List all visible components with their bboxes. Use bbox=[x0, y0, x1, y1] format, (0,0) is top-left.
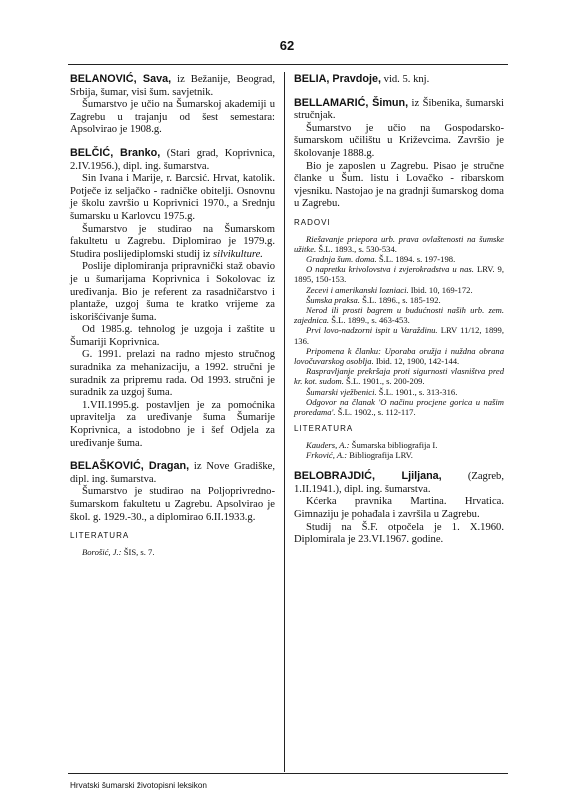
work-title: Pripomena k članku: Uporaba oružja i nuždna obrana lovočuvarskog osoblja. bbox=[294, 345, 504, 366]
work-item bbox=[294, 234, 504, 254]
entry-head bbox=[70, 147, 275, 173]
literature-item bbox=[294, 440, 504, 450]
entry-head bbox=[294, 97, 504, 123]
literature-label: LITERATURA bbox=[70, 531, 130, 541]
entry-belaskovic bbox=[70, 460, 275, 557]
work-title: O napretku krivolovstva i zvjerokradstva u nas. bbox=[306, 264, 474, 275]
literature-text: Bibliografija LRV. bbox=[347, 449, 413, 460]
entry-head-text: iz Šibenika, šumarski stručnjak. bbox=[294, 97, 504, 122]
work-item bbox=[294, 346, 504, 366]
right-column bbox=[294, 73, 504, 557]
entry-paragraph: Šumarstvo je studirao na Poljoprivredno-šumarskom fakultetu u Zagrebu. Apsolvirao je škol. g. 1929.-30., a diplomirao 6.II.1933.g. bbox=[70, 486, 275, 523]
literature-author: Kauders, A.: bbox=[306, 439, 350, 450]
entry-head bbox=[70, 460, 275, 486]
work-source: Ibid. 10, 169-172. bbox=[408, 284, 473, 295]
work-title: Nerod ili prosti bagrem u budućnosti naših urb. zem. zajednica. bbox=[294, 304, 504, 326]
entry-paragraph-text: Šumarstvo je studirao na Šumarskom fakultetu u Zagrebu. Diplomirao je 1979.g. Studira poslijediplomski studij iz bbox=[70, 223, 275, 260]
study-subject: silvikulture. bbox=[213, 248, 263, 260]
header-rule bbox=[68, 64, 508, 65]
literature-item bbox=[70, 547, 275, 557]
work-source: LRV. 9, 1895, 150-153. bbox=[294, 264, 505, 285]
work-source: Š.L. 1893., s. 530-534. bbox=[316, 243, 397, 254]
work-source: Š.L. 1902., s. 112-117. bbox=[335, 406, 416, 417]
literature-author: Borošić, J.: bbox=[82, 546, 122, 557]
entry-name: BELAŠKOVIĆ, Dragan, bbox=[70, 460, 190, 473]
work-source: Š.L. 1901., s. 313-316. bbox=[376, 386, 458, 397]
work-title: Prvi lovo-nadzorni ispit u Varaždinu. bbox=[306, 325, 438, 336]
entry-paragraph: Sin Ivana i Marije, r. Barcsić. Hrvat, katolik. Potječe iz seljačko - radničke obitelji. Osnovnu je školu završio u Koprivnici 1970., a Srednju šumarsku u Karlovcu 1975.g. bbox=[70, 173, 275, 222]
literature-label: LITERATURA bbox=[294, 424, 354, 434]
entry-head-text: vid. 5. knj. bbox=[381, 74, 430, 85]
work-source: Š.L. 1896., s. 185-192. bbox=[359, 294, 441, 305]
works-list bbox=[294, 234, 504, 418]
entry-paragraph: Od 1985.g. tehnolog je uzgoja i zaštite u Šumariji Koprivnica. bbox=[70, 324, 275, 348]
work-item bbox=[294, 295, 504, 305]
entry-belobrajdic bbox=[294, 470, 504, 547]
work-item bbox=[294, 387, 504, 397]
entry-paragraph: Šumarstvo je učio na Gospodarsko-šumarskom učilištu u Križevcima. Završio je školovanje 1888.g. bbox=[294, 122, 504, 159]
entry-head-text: (Zagreb, 1.II.1941.), dipl. ing. šumarstva. bbox=[294, 471, 505, 495]
literature-text: ŠIS, s. 7. bbox=[121, 546, 155, 557]
entry-name: BELOBRAJDIĆ, Ljiljana, bbox=[294, 470, 442, 483]
work-title: Šumarski vježbenici. bbox=[306, 386, 377, 397]
entry-head bbox=[294, 470, 504, 496]
work-item bbox=[294, 305, 504, 325]
work-item bbox=[294, 325, 504, 345]
left-column bbox=[70, 73, 275, 567]
work-title: Raspravljanje prekršaja proti sigurnosti vlasništva pred kr. kot. sudom. bbox=[294, 366, 504, 387]
entry-head bbox=[70, 73, 275, 99]
literature-author: Frković, A.: bbox=[306, 449, 348, 460]
work-title: Riešavanje priepora urb. prava ovlaštenosti na šumske užitke. bbox=[294, 233, 504, 254]
work-source: LRV 11/12, 1899, 136. bbox=[294, 325, 505, 346]
entry-paragraph: Kćerka pravnika Martina. Hrvatica. Gimnaziju je pohađala i završila u Zagrebu. bbox=[294, 496, 504, 520]
entry-paragraph bbox=[70, 224, 275, 262]
entry-name: BELANOVIĆ, Sava, bbox=[70, 73, 172, 85]
entry-head-text: (Stari grad, Koprivnica, 2.IV.1956.), dipl. ing. šumarstva. bbox=[70, 147, 276, 172]
work-item bbox=[294, 366, 504, 386]
entry-belcic bbox=[70, 147, 275, 450]
entry-paragraph: Bio je zaposlen u Zagrebu. Pisao je stručne članke u Šum. listu i Lovačko - ribarskom vjesniku. Nastojao je na gradnji šumarskog doma u Zagrebu. bbox=[294, 160, 504, 210]
entry-head-text: iz Bežanije, Beograd, Srbija, šumar, visi šum. savjetnik. bbox=[70, 74, 275, 98]
work-item bbox=[294, 264, 504, 284]
work-source: Š.L. 1899., s. 463-453. bbox=[329, 315, 410, 326]
entry-paragraph: 1.VII.1995.g. postavljen je za pomoćnika upravitelja za uređivanje šuma Šumarije Koprivnica, a istodobno je i šef Odjela za uređivanje šuma. bbox=[70, 399, 275, 449]
entry-name: BELIA, Pravdoje, bbox=[294, 73, 381, 85]
entry-paragraph: Poslije diplomiranja pripravnički staž obavio je u šumarijama Koprivnica i Sokolovac iz uređivanja. Bio je referent za rasadničarstvo i plantaže, uzgoj šuma te kratko vrijeme za iskorišćivanje šuma. bbox=[70, 261, 275, 323]
work-item bbox=[294, 285, 504, 295]
work-title: Šumska praksa. bbox=[306, 294, 360, 305]
entry-paragraph: Šumarstvo je učio na Šumarskoj akademiji u Zagrebu u trajanju od šest semestara: Apsolvirao je 1908.g. bbox=[70, 99, 275, 136]
entry-paragraph: G. 1991. prelazi na radno mjesto stručnog suradnika za mehanizaciju, a 1992. stručni je suradnik za pripremu rada. Od 1993. stručni je suradnik za uzgoj šuma. bbox=[70, 349, 275, 399]
literature-text: Šumarska bibliografija I. bbox=[349, 439, 438, 450]
work-item bbox=[294, 254, 504, 264]
entry-name: BELLAMARIĆ, Šimun, bbox=[294, 96, 409, 109]
literature-item bbox=[294, 450, 504, 460]
entry-paragraph: Studij na Š.F. otpočela je 1. X.1960. Diplomirala je 23.VI.1967. godine. bbox=[294, 521, 504, 546]
page-number: 62 bbox=[279, 38, 295, 53]
work-item bbox=[294, 397, 504, 417]
work-title: Odgovor na članak 'O načinu procjene gorica u našim proredama'. bbox=[294, 396, 504, 417]
entry-belia bbox=[294, 73, 504, 87]
work-title: Gradnja šum. doma. bbox=[306, 253, 377, 264]
footer-rule bbox=[68, 773, 508, 774]
entry-name: BELČIĆ, Branko, bbox=[70, 146, 161, 159]
work-title: Zecevi i amerikanski lozniaci. bbox=[306, 284, 409, 295]
column-divider bbox=[284, 72, 285, 772]
entry-belanovic bbox=[70, 73, 275, 137]
entry-head bbox=[294, 73, 504, 87]
entry-head-text: iz Nove Gradiške, dipl. ing. šumarstva. bbox=[70, 461, 276, 485]
works-label: RADOVI bbox=[294, 217, 331, 227]
work-source: Š.L. 1901., s. 200-209. bbox=[343, 376, 425, 387]
work-source: Š.L. 1894. s. 197-198. bbox=[376, 253, 456, 264]
work-source: Ibid. 12, 1900, 142-144. bbox=[373, 355, 460, 366]
entry-bellamaric bbox=[294, 97, 504, 461]
footer-text: Hrvatski šumarski životopisni leksikon bbox=[70, 781, 207, 790]
